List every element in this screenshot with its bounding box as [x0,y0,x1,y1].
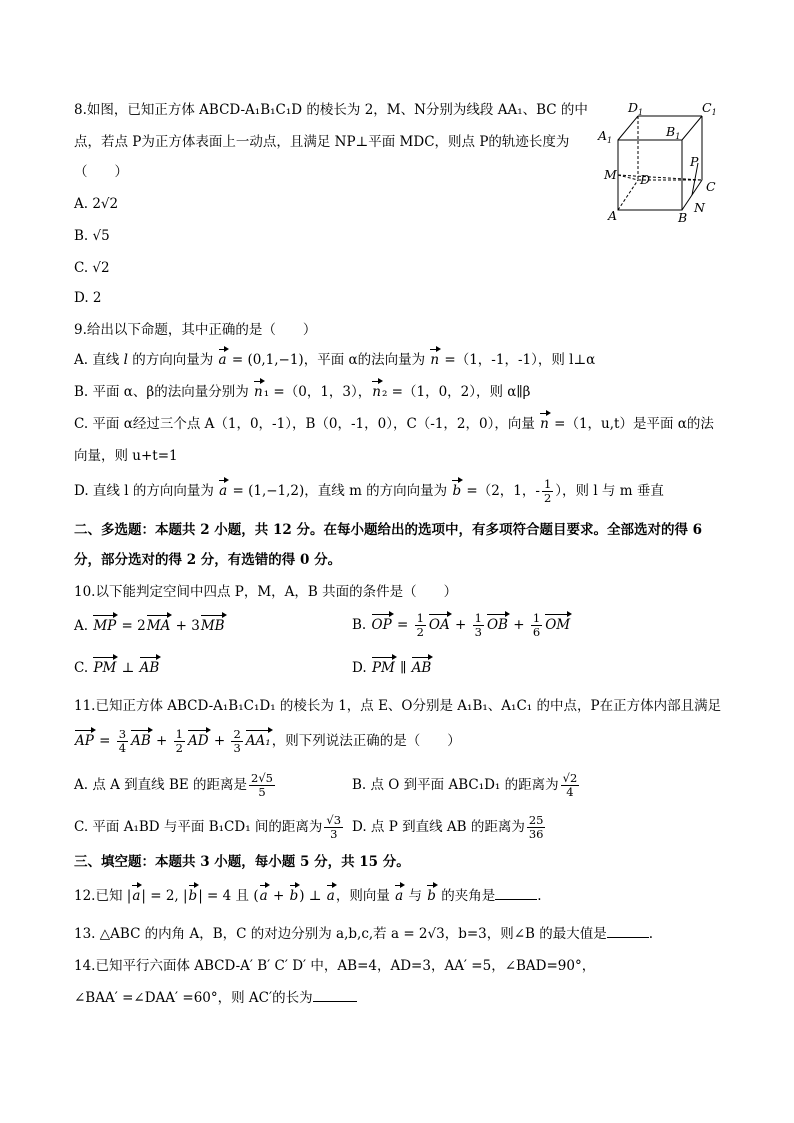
q11-option-d: D. 点 P 到直线 AB 的距离为 $\frac{25}{36}$ [352,813,544,841]
q8-paren: （ ） [74,164,128,180]
q14-answer-blank[interactable] [313,1001,357,1002]
q13: 13. △ABC 的内角 A，B，C 的对边分别为 a,b,c,若 a = 2√3，b=3，则∠B 的最大值是 . [74,926,654,942]
label-n: N [694,200,705,215]
q10-option-a: A. MP = 2MA + 3MB [74,618,225,634]
cube-figure [594,98,728,228]
q8-option-c: C. √2 [74,260,110,276]
q11-line1: 11.已知正方体 ABCD-A₁B₁C₁D₁ 的棱长为 1，点 E、O分别是 A₁B₁、A₁C₁ 的中点，P在正方体内部且满足 [74,698,722,714]
q11-option-b: B. 点 O 到平面 ABC₁D₁ 的距离为 $\frac{√2}{4}$ [352,771,578,799]
label-d: D [640,172,651,187]
q12-answer-blank[interactable] [495,899,537,900]
section-2-heading: 二、多选题：本题共 2 小题，共 12 分。在每小题给出的选项中，有多项符合题目要求。全部选对的得 6 [74,522,703,538]
label-p: P [690,154,699,169]
label-m: M [604,167,617,182]
q11-line2: AP = $\frac{3}{4}$ AB + $\frac{1}{2}$ AD + $\frac{2}{3}$ AA₁，则下列说法正确的是（ ） [75,727,461,755]
q9-option-c: C. 平面 α经过三个点 A（1，0，-1），B（0，-1，0），C（-1，2，0），向量 n =（1，u,t）是平面 α的法 [74,416,714,432]
label-d1: $D_1$ [628,100,644,117]
label-c1: $C_1$ [702,100,717,117]
q10-option-c: C. PM ⊥ AB [74,660,160,676]
q10-stem: 10.以下能判定空间中四点 P，M，A，B 共面的条件是（ ） [74,584,458,600]
q8-line1: 8.如图，已知正方体 ABCD-A₁B₁C₁D 的棱长为 2，M、N分别为线段 AA₁、BC 的中 [74,102,588,118]
q14-line2: ∠BAA′ =∠DAA′ =60°，则 AC′的长为 [74,988,357,1008]
q14-line1: 14.已知平行六面体 ABCD-A′ B′ C′ D′ 中，AB=4，AD=3，AA′ =5，∠BAD=90°， [74,958,596,974]
label-c: C [706,179,716,194]
q11-option-c: C. 平面 A₁BD 与平面 B₁CD₁ 间的距离为 $\frac{√3}{3}$ [74,813,342,841]
edge-a1d1 [618,116,638,140]
label-a: A [608,208,618,223]
q9-option-a: A. 直线 l 的方向向量为 a = (0,1,−1)，平面 α的法向量为 n =（1，-1，-1），则 l⊥α [74,352,596,368]
q9-stem: 9.给出以下命题，其中正确的是（ ） [74,322,317,338]
q8-option-a: A. 2√2 [74,196,119,212]
section-3-heading: 三、填空题：本题共 3 小题，每小题 5 分，共 15 分。 [74,854,410,870]
q8-option-b: B. √5 [74,228,110,244]
q13-answer-blank[interactable] [607,937,649,938]
label-a1: $A_1$ [598,128,613,145]
q8-option-d: D. 2 [74,290,102,306]
q12: 12.已知 |a| = 2, |b| = 4 且 (a + b) ⊥ a，则向量 a 与 b 的夹角是 . [74,888,542,904]
q11-option-a: A. 点 A 到直线 BE 的距离是 $\frac{2√5}{5}$ [74,771,273,799]
edge-b1c1 [682,116,702,140]
line-mc [618,175,702,180]
q9-option-c-line2: 向量，则 u+t=1 [74,448,178,464]
q10-option-d: D. PM ∥ AB [352,660,432,676]
q8-line2: 点，若点 P为正方体表面上一动点，且满足 NP⊥平面 MDC，则点 P的轨迹长度为 [74,134,570,150]
section-2-heading-line2: 分，部分选对的得 2 分，有选错的得 0 分。 [74,552,342,568]
q10-option-b: B. OP = $\frac{1}{2}$ OA + $\frac{1}{3}$ OB + $\frac{1}{6}$ OM [352,611,571,639]
label-b1: $B_1$ [666,124,681,141]
edge-ad [618,180,638,210]
q9-option-b: B. 平面 α、β的法向量分别为 n₁ =（0，1，3），n₂ =（1，0，2），则 α∥β [74,384,531,400]
q9-option-d: D. 直线 l 的方向向量为 a = (1,−1,2)，直线 m 的方向向量为 b =（2，1，- $\frac{1}{2}$ ），则 l 与 m 垂直 [74,477,664,505]
label-b: B [678,210,688,225]
